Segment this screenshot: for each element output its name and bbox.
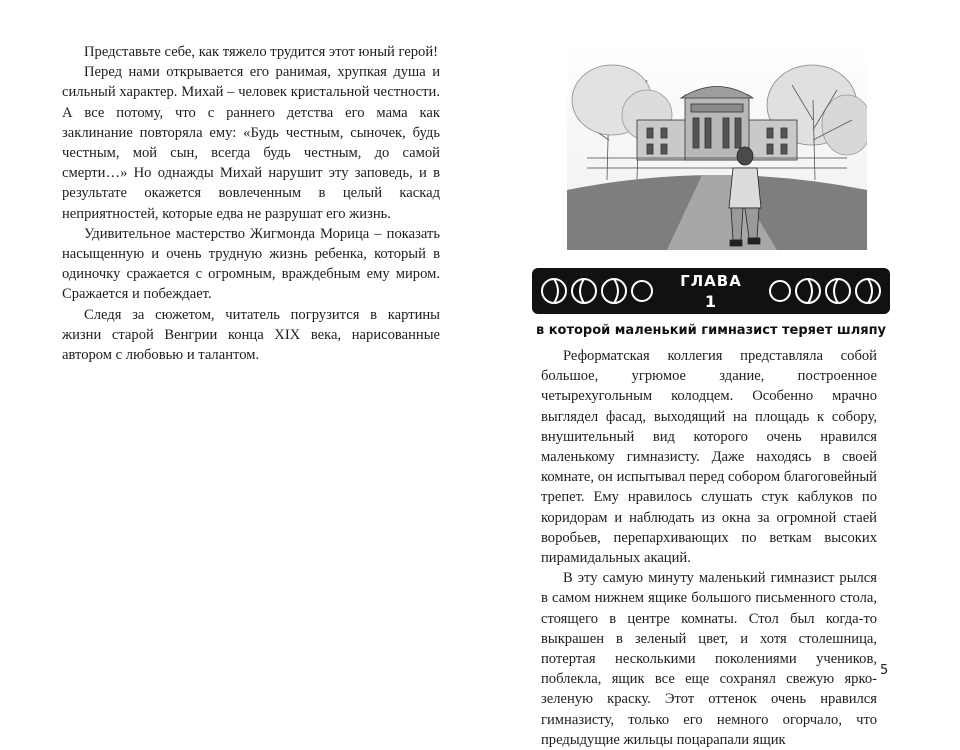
chapter-illustration	[567, 40, 867, 250]
right-paragraph-1: Реформатская коллегия представляла собой большое, угрюмое здание, построенное четырехугольным колодцем. Особенно мрачно выглядел фасад, выходящий на площадь к собору, внушительный вид которого очень нравился маленькому гимназисту. Даже находясь в своей комнате, он испытывал перед собором благоговейный трепет. Ему нравилось слушать стук каблуков по коридорам и наблюдать из окна за огромной стаей воробьев, перепархивающих по веткам высоких пирамидальных акаций.	[541, 348, 877, 567]
chapter-word: ГЛАВА	[680, 272, 742, 290]
page-number: 5	[880, 663, 889, 678]
left-paragraph-2: Перед нами открывается его ранимая, хрупкая душа и сильный характер. Михай – человек кристальной честности. А все потому, что с раннего детства его мама как заклинание повторяла ему: «Будь честным, сыночек, будь честным, мой сын, всегда будь честным, до самой смерти…» Но однажды Михай нарушит эту заповедь, и в результате окажется вовлеченным в целый каскад неприятностей, которые едва не разрушат его жизнь.	[62, 64, 440, 222]
left-page-text	[62, 42, 440, 365]
left-paragraph-1: Представьте себе, как тяжело трудится этот юный герой!	[84, 44, 439, 60]
left-paragraph-3: Удивительное мастерство Жигмонда Морица – показать насыщенную и очень трудную жизнь ребенка, который в одиночку сражается с огромным, враждебным ему миром. Сражается и побеждает.	[62, 225, 440, 303]
chapter-number: 1	[704, 292, 718, 311]
left-paragraph-4: Следя за сюжетом, читатель погрузится в картины жизни старой Венгрии конца XIX века, нарисованные автором с любовью и талантом.	[62, 306, 440, 364]
chapter-subtitle: в которой маленький гимназист теряет шляпу	[535, 323, 887, 338]
right-page-text	[541, 346, 877, 750]
right-paragraph-2: В эту самую минуту маленький гимназист рылся в самом нижнем ящике большого письменного стола, стоящего в центре комнаты. Стол был когда-то выкрашен в зеленый цвет, и хотя столешница, потертая несколькими поколениями учеников, поблекла, ящик все еще сохранял свежую ярко-зеленую краску. Этот оттенок очень нравился гимназисту, только его немного огорчало, что предыдущие жильцы поцарапали ящик	[541, 570, 877, 748]
chapter-label	[652, 268, 770, 314]
